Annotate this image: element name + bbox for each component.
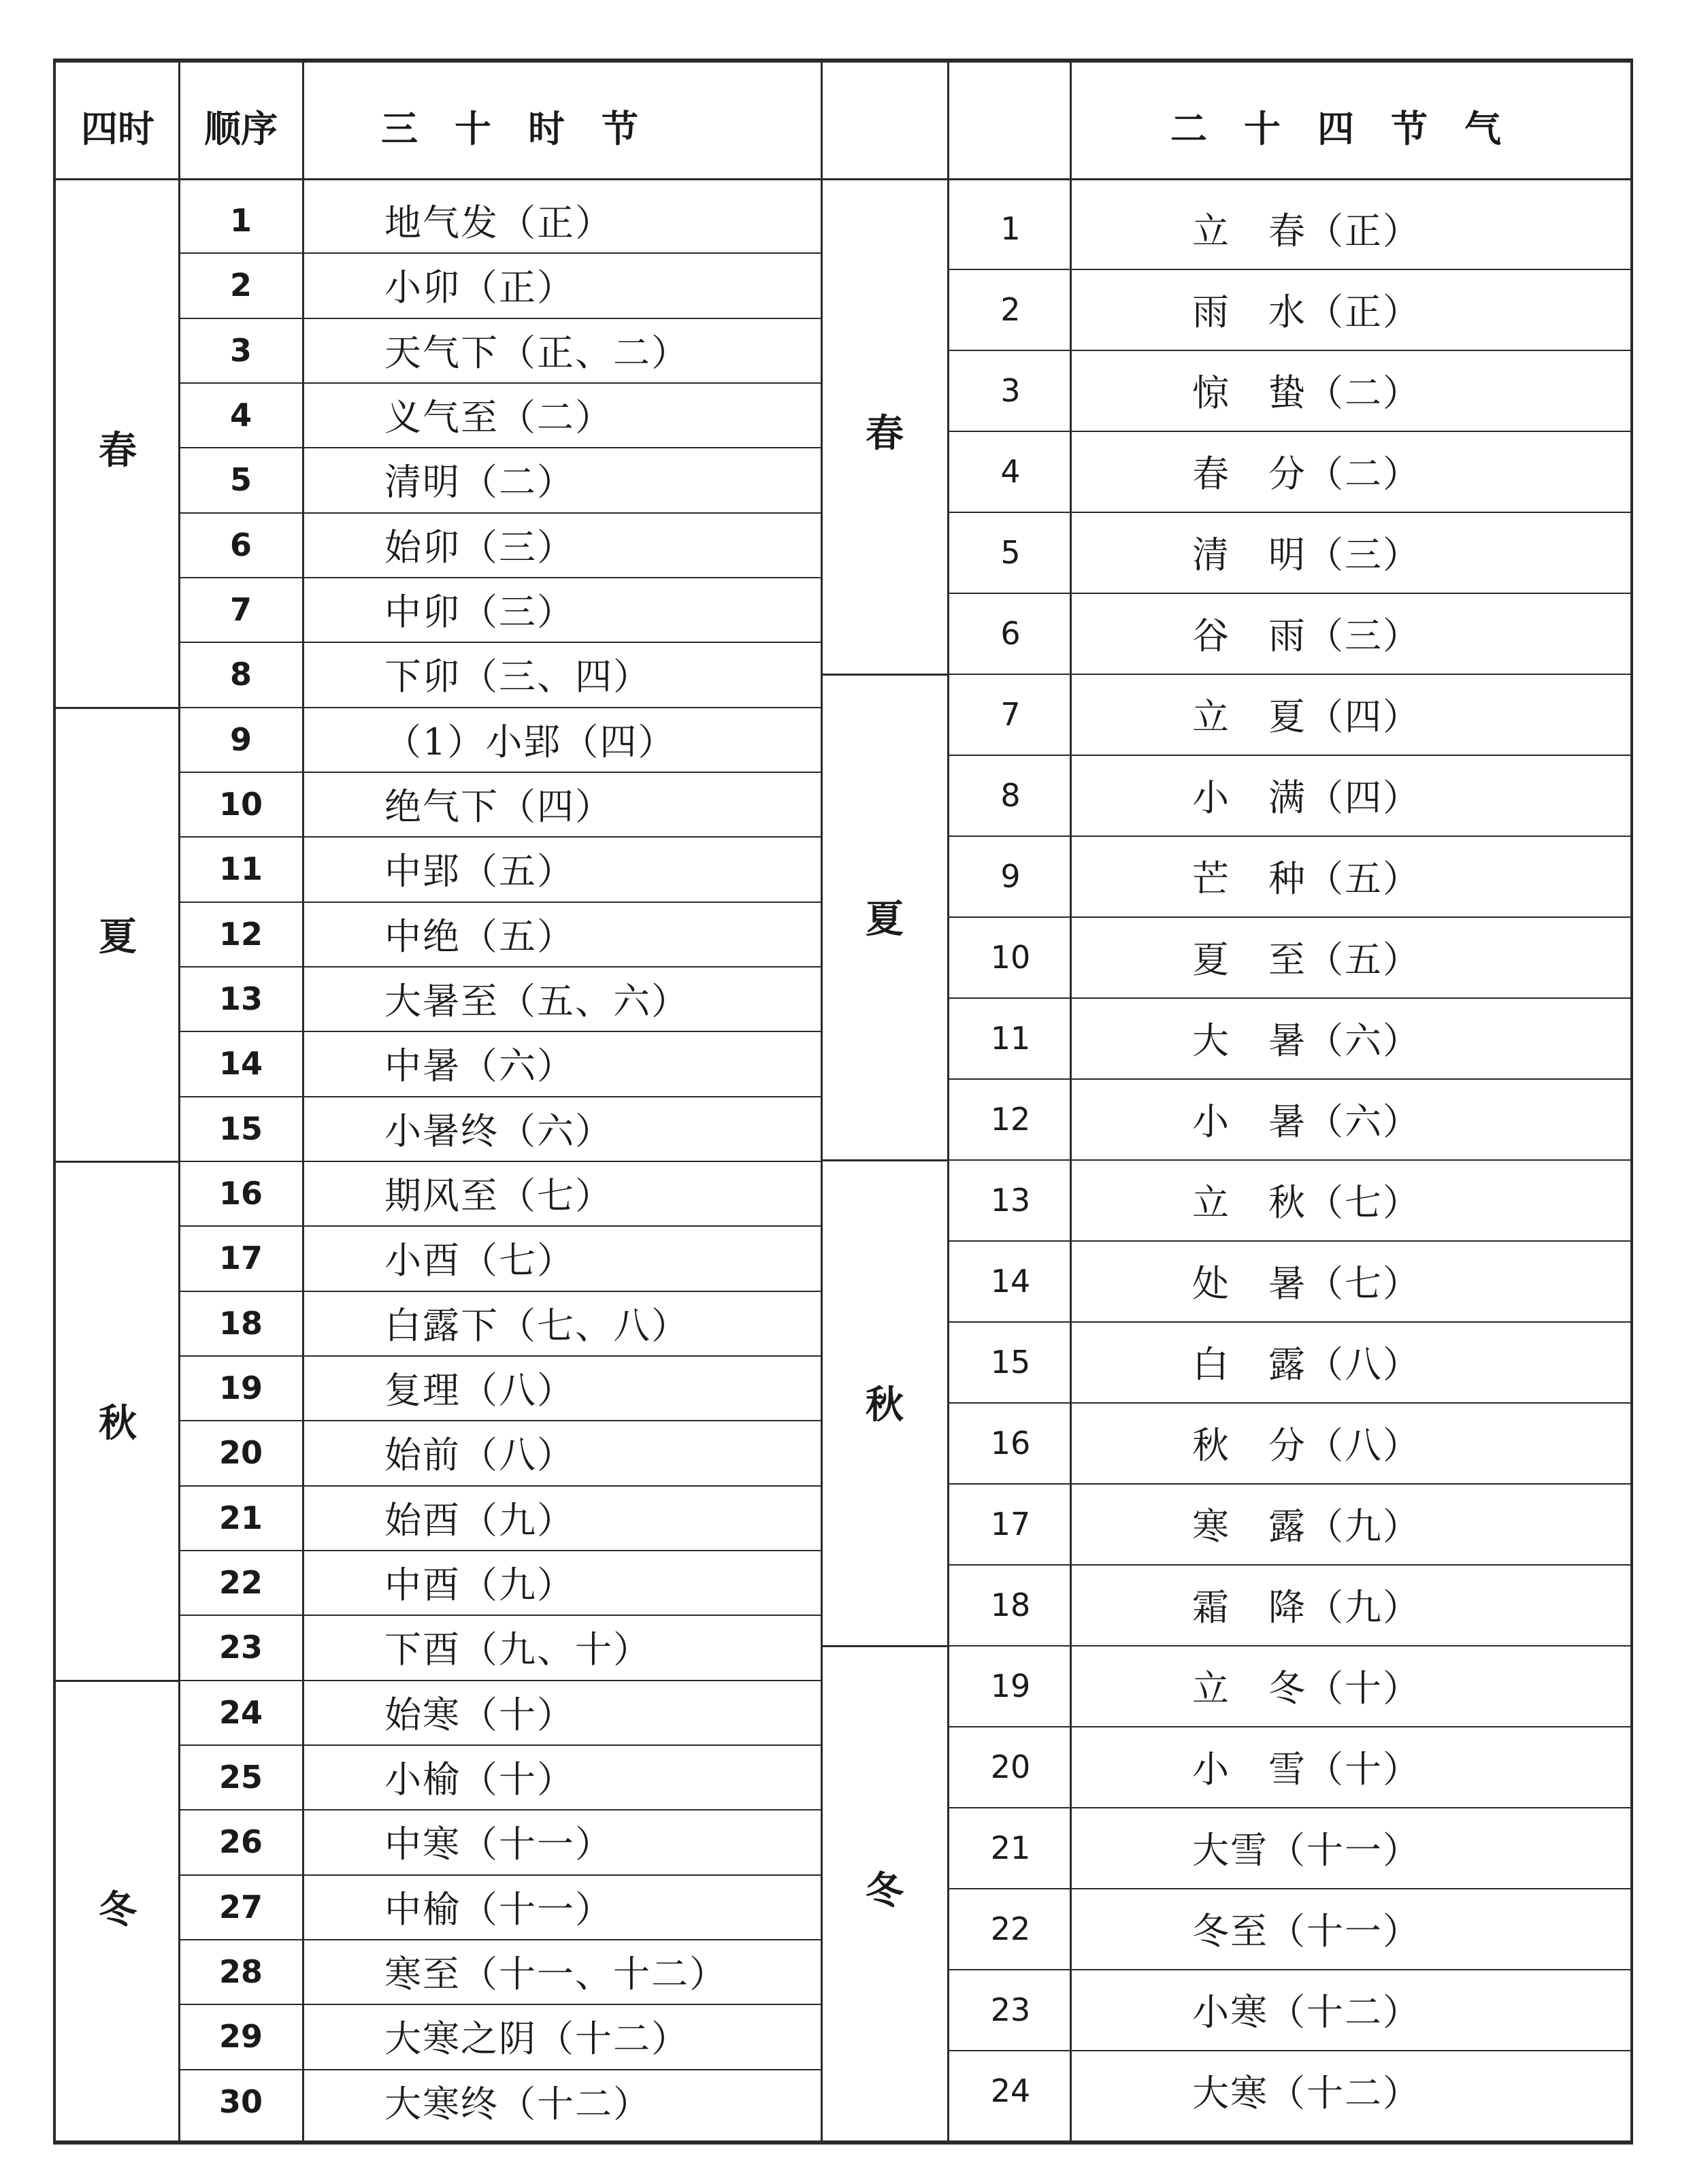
solar-term-number: 9 xyxy=(1000,857,1021,895)
period-name: （1）小郢（四） xyxy=(384,721,676,763)
solar-term-number: 7 xyxy=(1000,695,1021,733)
solar-term-number: 1 xyxy=(1000,210,1021,247)
period-name: 小卯（正） xyxy=(384,266,575,309)
solar-term-name: 小 暑（六） xyxy=(1192,1100,1421,1143)
solar-term-number: 20 xyxy=(990,1748,1031,1785)
solar-term-number: 13 xyxy=(990,1181,1031,1219)
divider-right-season xyxy=(947,59,949,2145)
solar-term-name: 夏 至（五） xyxy=(1192,938,1421,981)
solar-term-number: 12 xyxy=(990,1100,1031,1138)
period-number: 26 xyxy=(218,1823,263,1860)
table-right-border xyxy=(1630,59,1633,2145)
solar-term-number: 5 xyxy=(1000,533,1021,571)
period-number: 14 xyxy=(218,1044,263,1082)
solar-term-name: 小 雪（十） xyxy=(1192,1748,1421,1791)
solar-term-name: 立 春（正） xyxy=(1192,210,1421,252)
period-name: 中榆（十一） xyxy=(384,1888,613,1931)
solar-term-number: 6 xyxy=(1000,614,1021,652)
solar-term-name: 惊 蛰（二） xyxy=(1192,371,1421,414)
period-number: 30 xyxy=(218,2083,263,2120)
solar-term-name: 霜 降（九） xyxy=(1192,1586,1421,1629)
left-season-label: 春 xyxy=(99,427,137,473)
table-bottom-border xyxy=(53,2140,1633,2145)
header-underline-left xyxy=(56,178,821,180)
right-season-label: 秋 xyxy=(866,1383,904,1427)
solar-term-name: 谷 雨（三） xyxy=(1192,614,1421,657)
solar-term-name: 芒 种（五） xyxy=(1192,857,1421,900)
solar-term-number: 10 xyxy=(990,938,1031,976)
period-number: 10 xyxy=(218,785,263,823)
solar-term-number: 19 xyxy=(990,1667,1031,1704)
period-number: 28 xyxy=(218,1953,263,1990)
header-season: 四时 xyxy=(81,106,154,150)
solar-term-name: 雨 水（正） xyxy=(1192,291,1421,333)
period-name: 下酉（九、十） xyxy=(384,1628,651,1671)
period-number: 21 xyxy=(218,1499,263,1536)
solar-term-name: 大雪（十一） xyxy=(1192,1829,1421,1872)
period-name: 大暑至（五、六） xyxy=(384,980,689,1023)
table-top-border xyxy=(53,59,1633,63)
period-number: 1 xyxy=(229,201,252,239)
period-number: 24 xyxy=(218,1693,263,1731)
period-name: 小榆（十） xyxy=(384,1758,575,1801)
solar-term-name: 立 夏（四） xyxy=(1192,695,1421,738)
period-name: 中郢（五） xyxy=(384,850,575,893)
period-name: 小暑终（六） xyxy=(384,1110,613,1153)
period-name: 始寒（十） xyxy=(384,1693,575,1736)
period-name: 中酉（九） xyxy=(384,1563,575,1606)
period-number: 3 xyxy=(229,331,252,369)
solar-term-number: 18 xyxy=(990,1586,1031,1623)
solar-term-number: 2 xyxy=(1000,291,1021,328)
period-name: 中暑（六） xyxy=(384,1044,575,1087)
period-number: 19 xyxy=(218,1369,263,1406)
divider-order-name xyxy=(302,59,304,2145)
period-number: 15 xyxy=(218,1110,263,1147)
period-name: 期风至（七） xyxy=(384,1174,613,1217)
period-number: 18 xyxy=(218,1304,263,1342)
right-season-label: 冬 xyxy=(866,1868,904,1913)
period-number: 25 xyxy=(218,1758,263,1796)
solar-term-number: 16 xyxy=(990,1424,1031,1461)
solar-term-name: 春 分（二） xyxy=(1192,452,1421,495)
period-number: 2 xyxy=(229,266,252,303)
period-name: 大寒终（十二） xyxy=(384,2083,651,2125)
table-left-border xyxy=(53,59,56,2145)
divider-right-number xyxy=(1070,59,1072,2145)
header-thirty-periods: 三 十 时 节 xyxy=(381,106,638,150)
solar-term-name: 大 暑（六） xyxy=(1192,1019,1421,1062)
period-name: 复理（八） xyxy=(384,1369,575,1412)
period-name: 寒至（十一、十二） xyxy=(384,1953,727,1996)
period-number: 8 xyxy=(229,655,252,693)
period-name: 始酉（九） xyxy=(384,1499,575,1542)
solar-term-name: 清 明（三） xyxy=(1192,533,1421,576)
solar-term-name: 小寒（十二） xyxy=(1192,1991,1421,2034)
divider-left-right xyxy=(821,59,823,2145)
solar-term-name: 处 暑（七） xyxy=(1192,1262,1421,1305)
period-number: 7 xyxy=(229,591,252,628)
period-number: 4 xyxy=(229,396,252,433)
period-name: 天气下（正、二） xyxy=(384,331,689,374)
solar-term-name: 秋 分（八） xyxy=(1192,1424,1421,1467)
solar-term-name: 立 秋（七） xyxy=(1192,1181,1421,1224)
right-season-label: 春 xyxy=(866,411,904,456)
solar-term-number: 23 xyxy=(990,1991,1031,2028)
solar-term-number: 22 xyxy=(990,1910,1031,1947)
period-number: 16 xyxy=(218,1174,263,1212)
right-season-label: 夏 xyxy=(866,897,904,942)
period-number: 5 xyxy=(229,461,252,498)
left-season-label: 冬 xyxy=(99,1887,137,1932)
period-name: 中绝（五） xyxy=(384,915,575,958)
solar-term-number: 3 xyxy=(1000,371,1021,409)
period-name: 下卯（三、四） xyxy=(384,655,651,698)
period-number: 11 xyxy=(218,850,263,887)
solar-term-number: 4 xyxy=(1000,452,1021,490)
solar-term-name: 小 满（四） xyxy=(1192,776,1421,819)
header-twentyfour-terms: 二 十 四 节 气 xyxy=(1170,106,1501,150)
period-number: 22 xyxy=(218,1563,263,1601)
period-name: 大寒之阴（十二） xyxy=(384,2017,689,2060)
period-number: 23 xyxy=(218,1628,263,1666)
period-name: 地气发（正） xyxy=(384,201,613,244)
period-name: 绝气下（四） xyxy=(384,785,613,828)
solar-term-number: 14 xyxy=(990,1262,1031,1300)
solar-term-name: 寒 露（九） xyxy=(1192,1505,1421,1548)
period-name: 清明（二） xyxy=(384,461,575,503)
period-number: 17 xyxy=(218,1239,263,1276)
left-season-label: 夏 xyxy=(99,914,137,959)
period-name: 始卯（三） xyxy=(384,526,575,569)
period-number: 6 xyxy=(229,526,252,563)
period-number: 29 xyxy=(218,2017,263,2055)
solar-term-number: 24 xyxy=(990,2072,1031,2109)
header-underline-right xyxy=(822,178,1630,180)
period-name: 白露下（七、八） xyxy=(384,1304,689,1347)
solar-term-number: 21 xyxy=(990,1829,1031,1866)
solar-term-name: 冬至（十一） xyxy=(1192,1910,1421,1953)
period-number: 27 xyxy=(218,1888,263,1925)
solar-term-number: 8 xyxy=(1000,776,1021,814)
period-number: 12 xyxy=(218,915,263,953)
solar-term-name: 立 冬（十） xyxy=(1192,1667,1421,1710)
solar-term-number: 17 xyxy=(990,1505,1031,1542)
period-name: 中卯（三） xyxy=(384,591,575,633)
left-season-label: 秋 xyxy=(99,1400,137,1446)
period-name: 始前（八） xyxy=(384,1434,575,1476)
header-order: 顺序 xyxy=(204,106,278,150)
period-number: 20 xyxy=(218,1434,263,1471)
period-name: 小酉（七） xyxy=(384,1239,575,1282)
solar-term-name: 白 露（八） xyxy=(1192,1343,1421,1386)
period-number: 13 xyxy=(218,980,263,1017)
divider-season-order xyxy=(178,59,180,2145)
solar-term-number: 11 xyxy=(990,1019,1031,1057)
period-name: 义气至（二） xyxy=(384,396,613,439)
solar-term-name: 大寒（十二） xyxy=(1192,2072,1421,2115)
period-name: 中寒（十一） xyxy=(384,1823,613,1866)
solar-term-number: 15 xyxy=(990,1343,1031,1380)
period-number: 9 xyxy=(229,721,252,758)
